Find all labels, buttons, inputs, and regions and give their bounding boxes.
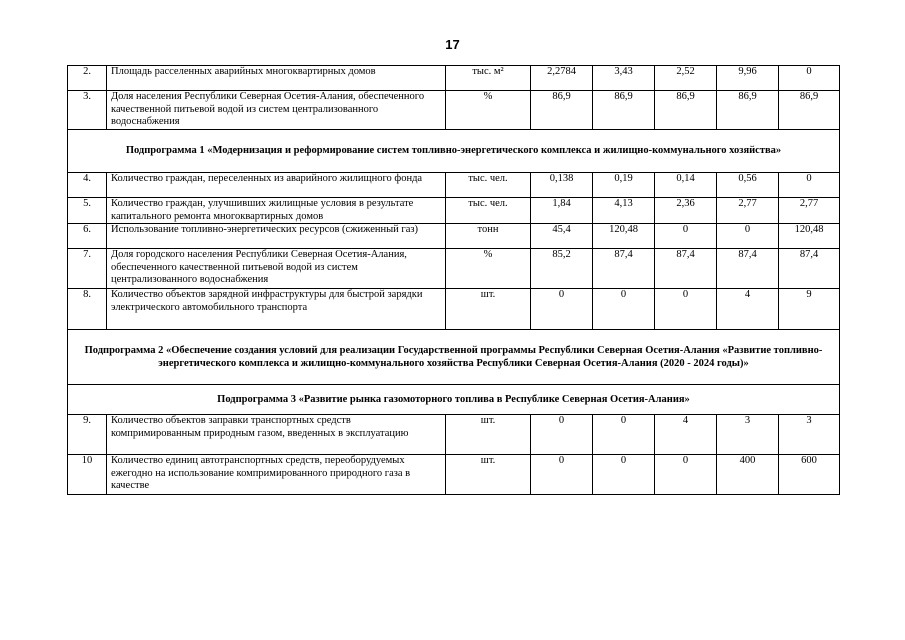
value-3: 86,9 [655, 91, 717, 130]
page-number: 17 [445, 37, 460, 52]
value-4: 400 [717, 455, 779, 495]
indicator-name: Использование топливно-энергетических ресурсов (сжиженный газ) [107, 224, 446, 249]
table-row [68, 415, 840, 455]
unit-of-measure: шт. [446, 455, 531, 495]
value-4: 9,96 [717, 66, 779, 91]
value-1: 86,9 [531, 91, 593, 130]
value-5: 0 [779, 66, 840, 91]
unit-of-measure: % [446, 249, 531, 289]
table-row [68, 91, 840, 130]
value-3: 0 [655, 289, 717, 330]
unit-of-measure: шт. [446, 415, 531, 455]
table-row [68, 173, 840, 198]
value-3: 0 [655, 224, 717, 249]
value-5: 0 [779, 173, 840, 198]
value-4: 2,77 [717, 198, 779, 224]
unit-of-measure: тыс. чел. [446, 198, 531, 224]
value-4: 86,9 [717, 91, 779, 130]
section-header-row [68, 130, 840, 173]
value-4: 0 [717, 224, 779, 249]
value-5: 2,77 [779, 198, 840, 224]
table-row [68, 455, 840, 495]
subprogram-2-title: Подпрограмма 2 «Обеспечение создания условий для реализации Государственной программы Республики Северная Осетия-Алания «Развитие топливно-энергетического комплекса и жилищно-коммунального хозяйства Республики Северная Осетия-Алания (2020 - 2024 годы)» [68, 330, 840, 385]
value-5: 600 [779, 455, 840, 495]
section-header-row [68, 330, 840, 385]
subprogram-1-title: Подпрограмма 1 «Модернизация и реформирование систем топливно-энергетического комплекса и жилищно-коммунального хозяйства» [68, 130, 840, 173]
value-2: 0 [593, 289, 655, 330]
indicator-name: Доля городского населения Республики Северная Осетия-Алания, обеспеченного качественной питьевой водой из систем централизованного водоснабжения [107, 249, 446, 289]
unit-of-measure: тыс. м² [446, 66, 531, 91]
row-number: 7. [68, 249, 107, 289]
value-3: 2,36 [655, 198, 717, 224]
indicator-name: Доля населения Республики Северная Осетия-Алания, обеспеченного качественной питьевой водой из систем централизованного водоснабжения [107, 91, 446, 130]
row-number: 6. [68, 224, 107, 249]
value-2: 87,4 [593, 249, 655, 289]
subprogram-3-title: Подпрограмма 3 «Развитие рынка газомоторного топлива в Республике Северная Осетия-Алания» [68, 385, 840, 415]
table-row [68, 198, 840, 224]
value-1: 0 [531, 289, 593, 330]
row-number: 9. [68, 415, 107, 455]
indicator-name: Количество объектов заправки транспортных средств компримированным природным газом, введенных в эксплуатацию [107, 415, 446, 455]
value-3: 2,52 [655, 66, 717, 91]
row-number: 5. [68, 198, 107, 224]
section-header-row [68, 385, 840, 415]
value-4: 0,56 [717, 173, 779, 198]
value-5: 87,4 [779, 249, 840, 289]
table-row [68, 224, 840, 249]
value-5: 86,9 [779, 91, 840, 130]
value-4: 87,4 [717, 249, 779, 289]
unit-of-measure: шт. [446, 289, 531, 330]
value-2: 0,19 [593, 173, 655, 198]
unit-of-measure: % [446, 91, 531, 130]
value-4: 3 [717, 415, 779, 455]
value-2: 120,48 [593, 224, 655, 249]
value-3: 0 [655, 455, 717, 495]
unit-of-measure: тонн [446, 224, 531, 249]
value-4: 4 [717, 289, 779, 330]
value-3: 0,14 [655, 173, 717, 198]
value-2: 4,13 [593, 198, 655, 224]
value-2: 86,9 [593, 91, 655, 130]
indicator-name: Количество граждан, улучшивших жилищные условия в результате капитального ремонта многоквартирных домов [107, 198, 446, 224]
indicator-name: Количество объектов зарядной инфраструктуры для быстрой зарядки электрического автомобильного транспорта [107, 289, 446, 330]
value-1: 2,2784 [531, 66, 593, 91]
value-2: 0 [593, 415, 655, 455]
unit-of-measure: тыс. чел. [446, 173, 531, 198]
row-number: 4. [68, 173, 107, 198]
row-number: 3. [68, 91, 107, 130]
table-row [68, 66, 840, 91]
indicator-name: Количество граждан, переселенных из аварийного жилищного фонда [107, 173, 446, 198]
row-number: 2. [68, 66, 107, 91]
table-row [68, 289, 840, 330]
row-number: 10 [68, 455, 107, 495]
value-2: 0 [593, 455, 655, 495]
indicator-name: Количество единиц автотранспортных средств, переоборудуемых ежегодно на использование компримированного природного газа в качестве [107, 455, 446, 495]
value-5: 3 [779, 415, 840, 455]
row-number: 8. [68, 289, 107, 330]
value-1: 45,4 [531, 224, 593, 249]
value-1: 0,138 [531, 173, 593, 198]
indicators-table [67, 65, 840, 495]
value-1: 85,2 [531, 249, 593, 289]
indicator-name: Площадь расселенных аварийных многоквартирных домов [107, 66, 446, 91]
table-row [68, 249, 840, 289]
value-5: 120,48 [779, 224, 840, 249]
value-3: 4 [655, 415, 717, 455]
value-5: 9 [779, 289, 840, 330]
value-3: 87,4 [655, 249, 717, 289]
value-2: 3,43 [593, 66, 655, 91]
value-1: 1,84 [531, 198, 593, 224]
value-1: 0 [531, 415, 593, 455]
value-1: 0 [531, 455, 593, 495]
